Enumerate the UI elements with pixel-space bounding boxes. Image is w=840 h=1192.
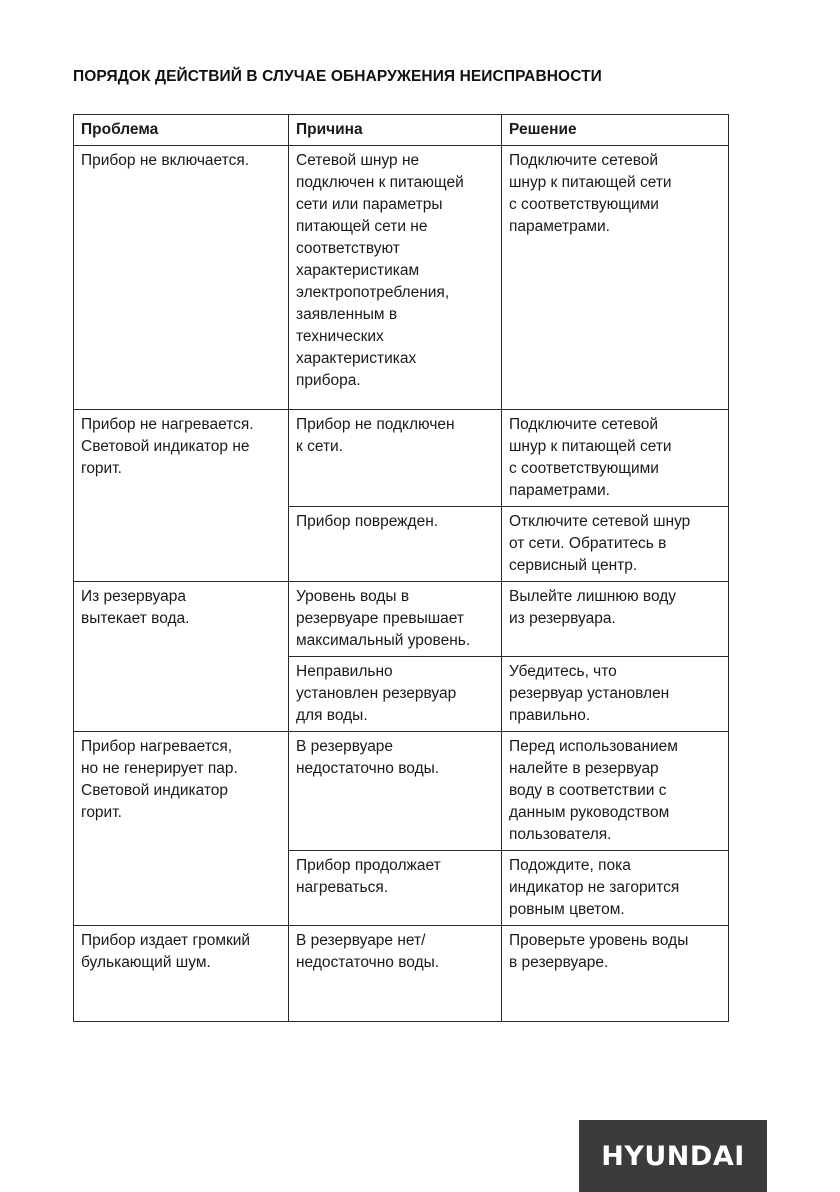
solution-cell xyxy=(502,582,729,657)
problem-cell xyxy=(74,732,289,926)
solution-cell xyxy=(502,926,729,1022)
solution-cell xyxy=(502,410,729,507)
header-solution: Решение xyxy=(502,115,729,146)
solution-text: Подключите сетевой шнур к питающей сети с соответствующими параметрами. xyxy=(509,416,672,499)
problem-text: Прибор не включается. xyxy=(81,152,250,169)
cause-cell xyxy=(289,410,502,507)
cause-text: Прибор продолжает нагреваться. xyxy=(296,857,441,896)
header-problem: Проблема xyxy=(74,115,289,146)
problem-text: Прибор не нагревается. Световой индикатор не горит. xyxy=(81,416,254,477)
problem-cell xyxy=(74,582,289,732)
cause-text: Прибор не подключен к сети. xyxy=(296,416,455,455)
problem-text: Прибор нагревается, но не генерирует пар. Световой индикатор горит. xyxy=(81,738,238,821)
solution-text: Отключите сетевой шнур от сети. Обратитесь в сервисный центр. xyxy=(509,513,691,574)
solution-cell xyxy=(502,732,729,851)
page-title: ПОРЯДОК ДЕЙСТВИЙ В СЛУЧАЕ ОБНАРУЖЕНИЯ НЕИСПРАВНОСТИ xyxy=(73,68,602,85)
cause-text: В резервуаре нет/ недостаточно воды. xyxy=(296,932,440,971)
solution-cell xyxy=(502,507,729,582)
table-row xyxy=(74,582,729,657)
cause-text: В резервуаре недостаточно воды. xyxy=(296,738,440,777)
problem-cell xyxy=(74,410,289,582)
solution-cell xyxy=(502,657,729,732)
cause-cell xyxy=(289,926,502,1022)
problem-cell xyxy=(74,146,289,410)
brand-name: HYUNDAI xyxy=(601,1140,745,1172)
table-row xyxy=(74,926,729,1022)
solution-text: Подождите, пока индикатор не загорится ровным цветом. xyxy=(509,857,680,918)
header-cause: Причина xyxy=(289,115,502,146)
cause-cell xyxy=(289,732,502,851)
cause-text: Неправильно установлен резервуар для воды. xyxy=(296,663,457,724)
troubleshooting-table xyxy=(73,114,729,1022)
solution-text: Убедитесь, что резервуар установлен правильно. xyxy=(509,663,670,724)
cause-text: Прибор поврежден. xyxy=(296,513,439,530)
cause-text: Уровень воды в резервуаре превышает максимальный уровень. xyxy=(296,588,471,649)
table-row xyxy=(74,410,729,507)
hyundai-logo xyxy=(579,1120,767,1192)
table-row xyxy=(74,146,729,410)
solution-text: Перед использованием налейте в резервуар воду в соответствии с данным руководством пользователя. xyxy=(509,738,678,843)
table-header-row xyxy=(74,115,729,146)
cause-cell xyxy=(289,851,502,926)
table-row xyxy=(74,732,729,851)
solution-cell xyxy=(502,851,729,926)
cause-cell xyxy=(289,657,502,732)
solution-text: Вылейте лишнюю воду из резервуара. xyxy=(509,588,677,627)
cause-text: Сетевой шнур не подключен к питающей сети или параметры питающей сети не соответствуют характеристикам электропотребления, заявленным в технических характеристиках прибора. xyxy=(296,152,464,389)
problem-cell xyxy=(74,926,289,1022)
solution-cell xyxy=(502,146,729,410)
solution-text: Проверьте уровень воды в резервуаре. xyxy=(509,932,689,971)
cause-cell xyxy=(289,582,502,657)
problem-text: Из резервуара вытекает вода. xyxy=(81,588,190,627)
cause-cell xyxy=(289,507,502,582)
problem-text: Прибор издает громкий булькающий шум. xyxy=(81,932,251,971)
solution-text: Подключите сетевой шнур к питающей сети с соответствующими параметрами. xyxy=(509,152,672,235)
cause-cell xyxy=(289,146,502,410)
